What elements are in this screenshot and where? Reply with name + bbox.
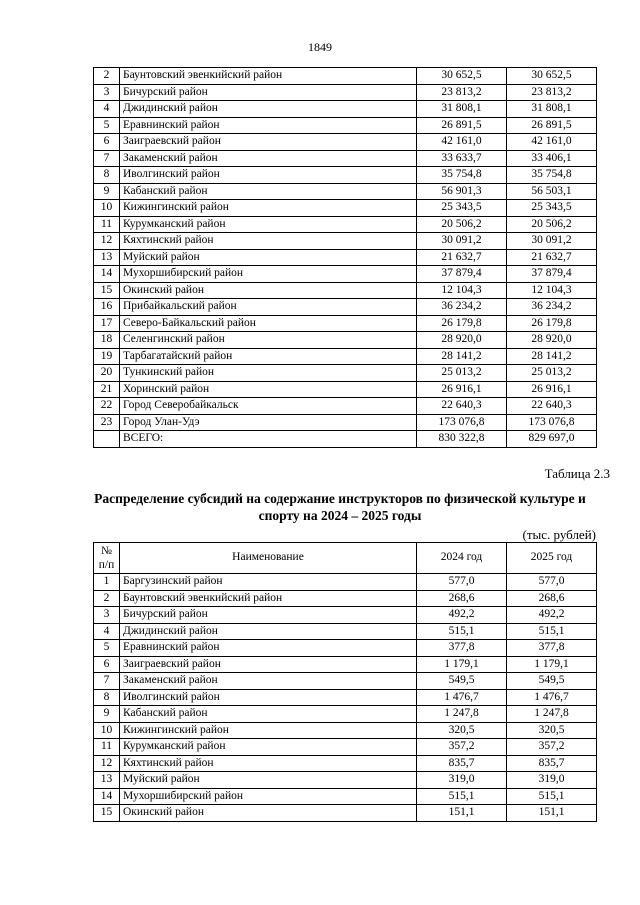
district-name: Курумканский район [120,216,417,233]
value-2024: 577,0 [417,574,507,591]
district-name: Кабанский район [120,706,417,723]
district-name: Кабанский район [120,183,417,200]
district-name: Окинский район [120,805,417,822]
row-number: 6 [94,656,120,673]
value-2024: 22 640,3 [417,398,507,415]
value-2024: 320,5 [417,722,507,739]
value-2025: 377,8 [507,640,597,657]
table-row [94,656,597,673]
table-row [94,755,597,772]
table-row [94,167,597,184]
table-row [94,590,597,607]
table-row [94,772,597,789]
row-number: 10 [94,722,120,739]
district-name: Город Улан-Удэ [120,414,417,431]
value-2024: 549,5 [417,673,507,690]
value-2024: 42 161,0 [417,134,507,151]
district-name: Кяхтинский район [120,755,417,772]
instructor-subsidy-table [93,542,597,822]
row-number: 3 [94,84,120,101]
table-row [94,805,597,822]
value-2025: 319,0 [507,772,597,789]
district-name: Заиграевский район [120,134,417,151]
value-2024: 268,6 [417,590,507,607]
row-number: 1 [94,574,120,591]
value-2024: 835,7 [417,755,507,772]
header-2024: 2024 год [417,543,507,574]
value-2024: 515,1 [417,623,507,640]
table-row [94,282,597,299]
district-name: Баунтовский эвенкийский район [120,590,417,607]
row-number: 11 [94,216,120,233]
district-name: Северо-Байкальский район [120,315,417,332]
value-2025: 320,5 [507,722,597,739]
table-row [94,200,597,217]
header-number: № п/п [94,543,120,574]
table-row [94,249,597,266]
row-number: 21 [94,381,120,398]
row-number: 8 [94,167,120,184]
value-2025: 1 247,8 [507,706,597,723]
row-number: 11 [94,739,120,756]
value-2025: 42 161,0 [507,134,597,151]
district-name: Мухоршибирский район [120,266,417,283]
value-2024: 20 506,2 [417,216,507,233]
table-row [94,183,597,200]
district-name: Кяхтинский район [120,233,417,250]
value-2025: 56 503,1 [507,183,597,200]
row-number: 9 [94,706,120,723]
table-row [94,134,597,151]
district-name: Мухоршибирский район [120,788,417,805]
row-number: 23 [94,414,120,431]
table-row [94,233,597,250]
row-number: 14 [94,266,120,283]
subsidy-table-continued [93,67,597,448]
value-2025: 26 916,1 [507,381,597,398]
table-row [94,739,597,756]
value-2025: 515,1 [507,788,597,805]
district-name: Прибайкальский район [120,299,417,316]
value-2025: 25 343,5 [507,200,597,217]
value-2024: 25 343,5 [417,200,507,217]
row-number: 2 [94,590,120,607]
district-name: Кижингинский район [120,722,417,739]
table-row [94,706,597,723]
value-2024: 319,0 [417,772,507,789]
row-number: 20 [94,365,120,382]
table-row [94,68,597,85]
row-number: 12 [94,755,120,772]
value-2024: 515,1 [417,788,507,805]
row-number: 15 [94,805,120,822]
table-row [94,365,597,382]
value-2024: 28 141,2 [417,348,507,365]
table-label: Таблица 2.3 [544,466,610,481]
row-number: 22 [94,398,120,415]
value-2025: 21 632,7 [507,249,597,266]
district-name: Город Северобайкальск [120,398,417,415]
table-row [94,673,597,690]
value-2025: 23 813,2 [507,84,597,101]
value-2024: 151,1 [417,805,507,822]
table-row [94,150,597,167]
row-number: 19 [94,348,120,365]
value-2025: 26 891,5 [507,117,597,134]
value-2024: 492,2 [417,607,507,624]
value-2024: 1 179,1 [417,656,507,673]
district-name: Муйский район [120,772,417,789]
row-number: 13 [94,249,120,266]
table-row [94,414,597,431]
value-2024: 30 091,2 [417,233,507,250]
row-number [94,431,120,448]
table-row [94,266,597,283]
value-2025: 37 879,4 [507,266,597,283]
table-row [94,398,597,415]
value-2024: 26 916,1 [417,381,507,398]
row-number: 14 [94,788,120,805]
value-2025: 492,2 [507,607,597,624]
table-row [94,689,597,706]
district-name: Закаменский район [120,673,417,690]
district-name: Заиграевский район [120,656,417,673]
header-2025: 2025 год [507,543,597,574]
value-2025: 31 808,1 [507,101,597,118]
value-2025: 30 652,5 [507,68,597,85]
district-name: Муйский район [120,249,417,266]
district-name: Джидинский район [120,623,417,640]
district-name: Курумканский район [120,739,417,756]
district-name: Баунтовский эвенкийский район [120,68,417,85]
row-number: 15 [94,282,120,299]
table-row [94,84,597,101]
table-row [94,431,597,448]
table-row [94,101,597,118]
value-2024: 26 891,5 [417,117,507,134]
value-2024: 37 879,4 [417,266,507,283]
value-2024: 21 632,7 [417,249,507,266]
value-2025: 173 076,8 [507,414,597,431]
value-2025: 577,0 [507,574,597,591]
value-2024: 30 652,5 [417,68,507,85]
table-row [94,216,597,233]
district-name: Хоринский район [120,381,417,398]
table-row [94,348,597,365]
value-2025: 36 234,2 [507,299,597,316]
value-2024: 25 013,2 [417,365,507,382]
table-row [94,299,597,316]
row-number: 3 [94,607,120,624]
value-2024: 173 076,8 [417,414,507,431]
table-row [94,315,597,332]
header-name: Наименование [120,543,417,574]
district-name: Окинский район [120,282,417,299]
value-2024: 23 813,2 [417,84,507,101]
district-name: Иволгинский район [120,689,417,706]
row-number: 5 [94,117,120,134]
value-2024: 26 179,8 [417,315,507,332]
district-name: Селенгинский район [120,332,417,349]
value-2025: 26 179,8 [507,315,597,332]
row-number: 9 [94,183,120,200]
value-2024: 830 322,8 [417,431,507,448]
district-name: Тарбагатайский район [120,348,417,365]
table-row [94,117,597,134]
value-2024: 12 104,3 [417,282,507,299]
value-2025: 28 141,2 [507,348,597,365]
table-unit: (тыс. рублей) [522,527,596,542]
value-2025: 357,2 [507,739,597,756]
row-number: 5 [94,640,120,657]
district-name: Кижингинский район [120,200,417,217]
value-2025: 1 476,7 [507,689,597,706]
row-number: 4 [94,623,120,640]
value-2025: 835,7 [507,755,597,772]
table-row [94,607,597,624]
value-2024: 357,2 [417,739,507,756]
value-2025: 20 506,2 [507,216,597,233]
row-number: 18 [94,332,120,349]
value-2025: 1 179,1 [507,656,597,673]
district-name: Баргузинский район [120,574,417,591]
value-2025: 33 406,1 [507,150,597,167]
row-number: 10 [94,200,120,217]
value-2024: 36 234,2 [417,299,507,316]
value-2024: 1 476,7 [417,689,507,706]
value-2025: 12 104,3 [507,282,597,299]
value-2025: 28 920,0 [507,332,597,349]
table-row [94,788,597,805]
value-2025: 515,1 [507,623,597,640]
row-number: 4 [94,101,120,118]
district-name: Еравнинский район [120,640,417,657]
row-number: 2 [94,68,120,85]
value-2024: 33 633,7 [417,150,507,167]
row-number: 12 [94,233,120,250]
value-2025: 549,5 [507,673,597,690]
value-2024: 377,8 [417,640,507,657]
table-row [94,381,597,398]
table-header-row [94,543,597,574]
row-number: 6 [94,134,120,151]
value-2025: 22 640,3 [507,398,597,415]
table-row [94,332,597,349]
row-number: 16 [94,299,120,316]
district-name: Еравнинский район [120,117,417,134]
row-number: 13 [94,772,120,789]
row-number: 8 [94,689,120,706]
row-number: 7 [94,150,120,167]
district-name: Закаменский район [120,150,417,167]
table-row [94,623,597,640]
table-row [94,574,597,591]
row-number: 7 [94,673,120,690]
table-title: Распределение субсидий на содержание инструкторов по физической культуре и спорту на 2024 – 2025 годы [94,491,586,523]
district-name: Бичурский район [120,607,417,624]
value-2025: 829 697,0 [507,431,597,448]
value-2025: 25 013,2 [507,365,597,382]
district-name: Иволгинский район [120,167,417,184]
table-row [94,640,597,657]
value-2024: 31 808,1 [417,101,507,118]
value-2025: 35 754,8 [507,167,597,184]
value-2025: 30 091,2 [507,233,597,250]
district-name: ВСЕГО: [120,431,417,448]
district-name: Бичурский район [120,84,417,101]
value-2025: 268,6 [507,590,597,607]
district-name: Тункинский район [120,365,417,382]
value-2024: 35 754,8 [417,167,507,184]
table-row [94,722,597,739]
value-2024: 28 920,0 [417,332,507,349]
value-2024: 1 247,8 [417,706,507,723]
value-2025: 151,1 [507,805,597,822]
page-number: 1849 [308,40,332,54]
district-name: Джидинский район [120,101,417,118]
value-2024: 56 901,3 [417,183,507,200]
row-number: 17 [94,315,120,332]
